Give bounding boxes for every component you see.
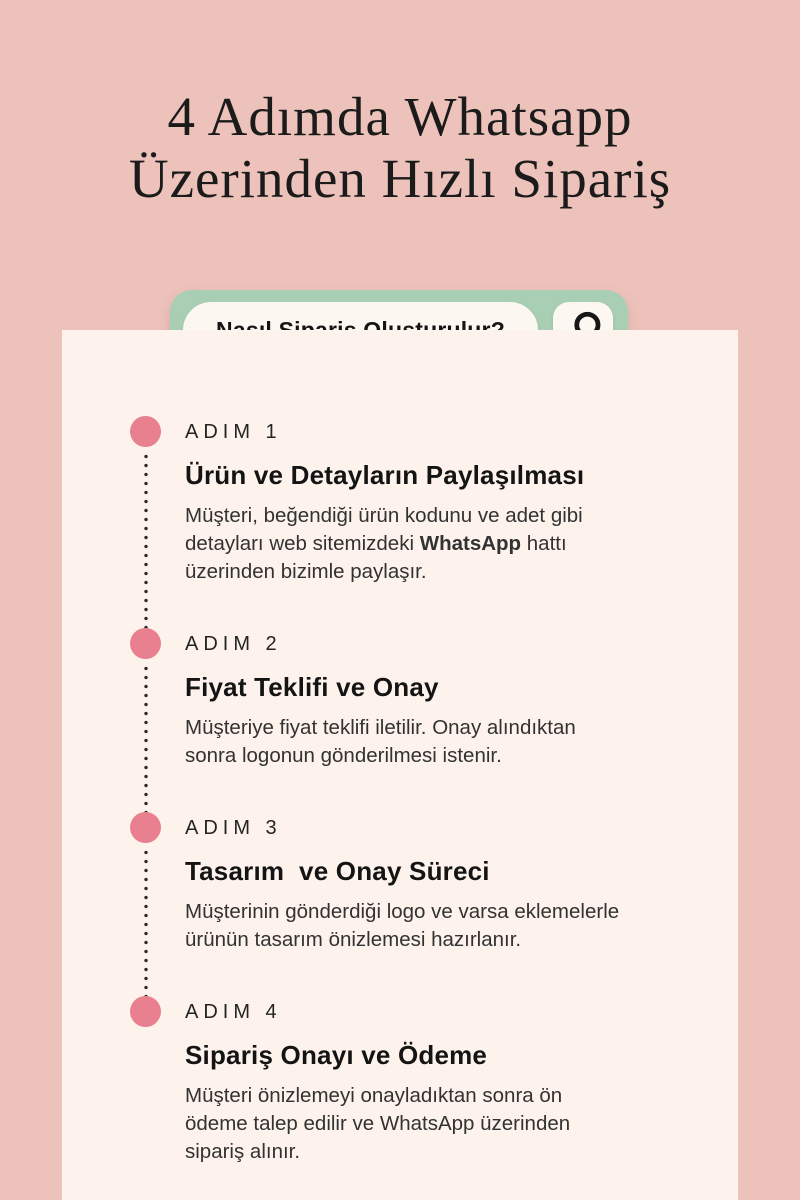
- step-content: [185, 814, 708, 954]
- step-dot: [130, 812, 161, 843]
- step-heading: Tasarım ve Onay Süreci: [185, 856, 490, 886]
- step-content: [185, 998, 708, 1166]
- step-body: [185, 1082, 708, 1166]
- step-item-3: [130, 814, 708, 954]
- step-label: ADIM 2: [185, 633, 282, 655]
- step-heading: Sipariş Onayı ve Ödeme: [185, 1040, 488, 1070]
- step-dot: [130, 996, 161, 1027]
- body-line: Müşterinin gönderdiği logo ve varsa eklemelerle: [185, 900, 620, 923]
- body-line: ödeme talep edilir ve WhatsApp üzerinden: [185, 1112, 571, 1135]
- step-label: ADIM 4: [185, 1001, 282, 1023]
- steps-card: [62, 330, 738, 1200]
- step-dot: [130, 416, 161, 447]
- step-label: ADIM 1: [185, 421, 282, 443]
- page-title: [0, 86, 800, 210]
- body-segment-bold: WhatsApp: [419, 532, 522, 555]
- step-item-1: [130, 418, 708, 586]
- body-line: Müşteri, beğendiği ürün kodunu ve adet gibi: [185, 504, 583, 527]
- step-content: [185, 418, 708, 586]
- body-line: sipariş alınır.: [185, 1140, 301, 1163]
- step-content: [185, 630, 708, 770]
- step-dot: [130, 628, 161, 659]
- step-body: [185, 714, 708, 770]
- title-line-2: Üzerinden Hızlı Sipariş: [128, 148, 672, 209]
- step-item-2: [130, 630, 708, 770]
- body-line: Müşteriye fiyat teklifi iletilir. Onay alındıktan: [185, 716, 576, 739]
- step-heading: Fiyat Teklifi ve Onay: [185, 672, 439, 702]
- body-line: Müşteri önizlemeyi onayladıktan sonra ön: [185, 1084, 563, 1107]
- body-segment: detayları web sitemizdeki: [185, 532, 420, 555]
- body-line: ürünün tasarım önizlemesi hazırlanır.: [185, 928, 522, 951]
- body-segment: hattı: [521, 532, 567, 555]
- step-label: ADIM 3: [185, 817, 282, 839]
- body-line: sonra logonun gönderilmesi istenir.: [185, 744, 502, 767]
- title-line-1: 4 Adımda Whatsapp: [167, 86, 633, 147]
- step-heading: Ürün ve Detayların Paylaşılması: [185, 460, 585, 490]
- body-line: üzerinden bizimle paylaşır.: [185, 560, 427, 583]
- step-item-4: [130, 998, 708, 1166]
- step-body: [185, 898, 708, 954]
- body-line: [185, 530, 708, 558]
- step-body: [185, 502, 708, 586]
